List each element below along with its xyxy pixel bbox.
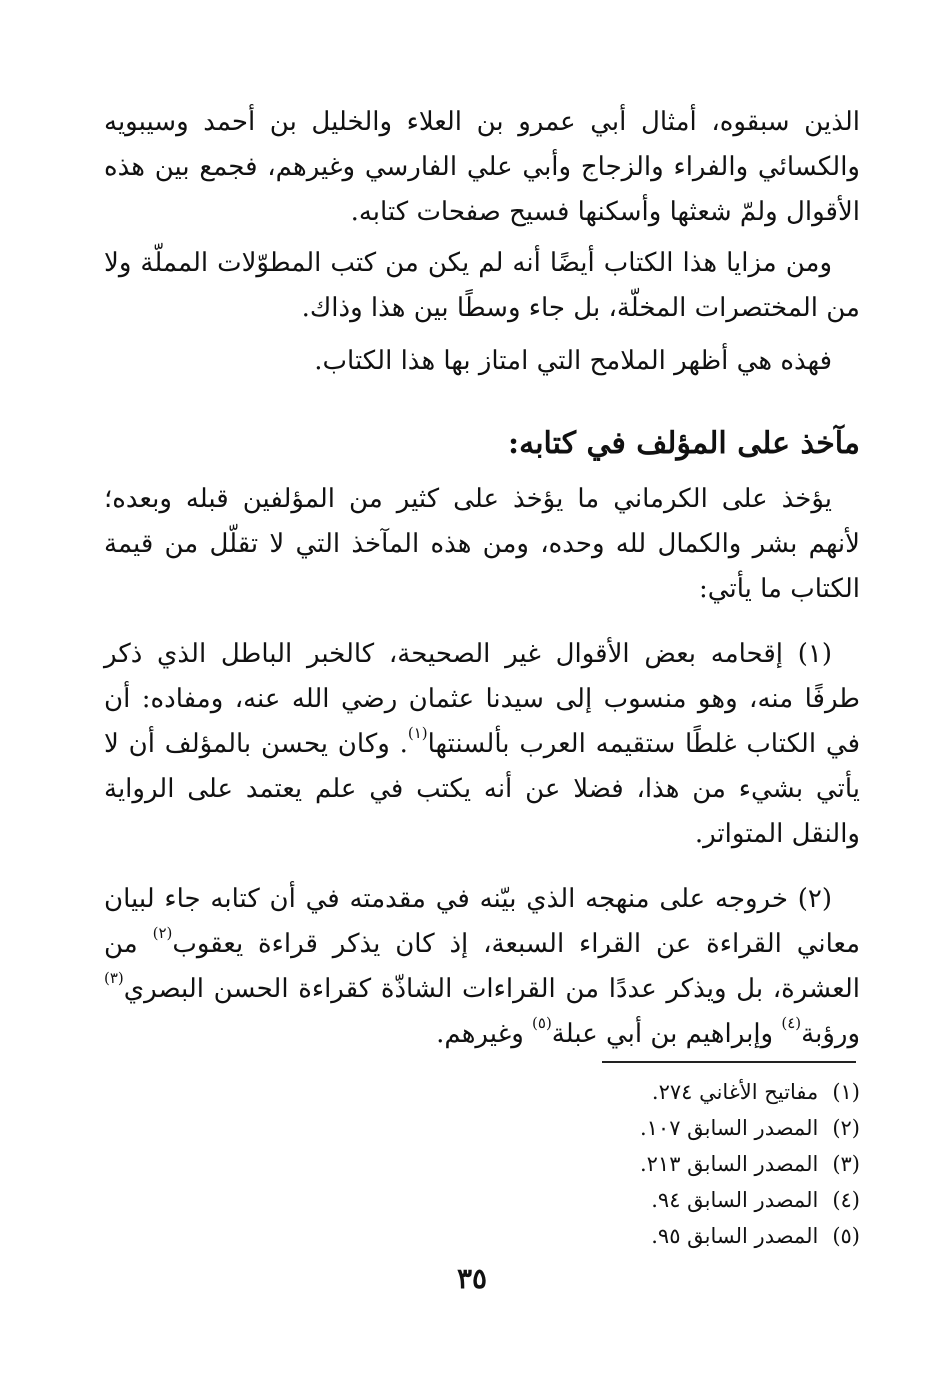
footnote-text: المصدر السابق ٢١٣. xyxy=(639,1152,819,1176)
footnote-text: مفاتيح الأغاني ٢٧٤. xyxy=(651,1080,819,1104)
paragraph-continued: الذين سبقوه، أمثال أبي عمرو بن العلاء والخليل بن أحمد وسيبويه والكسائي والفراء والزجاج وأبي علي الفارسي وغيرهم، فجمع بين هذه الأقوال ولمّ شعثها وأسكنها فسيح صفحات كتابه. xyxy=(104,107,860,227)
item-1-text-a: (١) إقحامه بعض الأقوال غير الصحيحة، كالخبر الباطل الذي ذكر طرفًا منه، وهو منسوب إلى سيدنا عثمان رضي الله عنه، ومفاده: أن في الكتاب غلطًا ستقيمه العرب بألسنتها xyxy=(104,639,860,759)
critique-section xyxy=(104,477,860,1057)
footnote-ref-4: (٤) xyxy=(781,1014,802,1033)
footnote-text: المصدر السابق ٩٤. xyxy=(651,1188,819,1212)
footnote-text: المصدر السابق ٩٥. xyxy=(651,1224,819,1248)
footnote-number: (٣) xyxy=(832,1152,860,1176)
footnote-item xyxy=(420,1182,860,1218)
item-1-text-b: . وكان يحسن بالمؤلف أن لا يأتي بشيء من هذا، فضلا عن أنه يكتب في علم يعتمد على الرواية والنقل المتواتر. xyxy=(104,729,860,849)
section-heading: مآخذ على المؤلف في كتابه: xyxy=(508,426,860,461)
page-number: ٣٥ xyxy=(456,1262,488,1295)
critique-intro: يؤخذ على الكرماني ما يؤخذ على كثير من المؤلفين قبله وبعده؛ لأنهم بشر والكمال لله وحده، ومن هذه المآخذ التي لا تقلّل من قيمة الكتاب ما يأتي: xyxy=(104,484,860,604)
footnote-item xyxy=(420,1146,860,1182)
item-2-text-b: من العشرة، بل ويذكر عددًا من القراءات الشاذّة كقراءة الحسن البصري xyxy=(104,929,860,1004)
item-2-text-a: (٢) خروجه على منهجه الذي بيّنه في مقدمته في أن كتابه جاء لبيان معاني القراءة عن القراء السبعة، إذ كان يذكر قراءة يعقوب xyxy=(104,884,861,959)
paragraph-conclusion: فهذه هي أظهر الملامح التي امتاز بها هذا الكتاب. xyxy=(314,346,832,376)
footnote-ref-3: (٣) xyxy=(104,969,124,988)
footnote-number: (٢) xyxy=(832,1116,860,1140)
footnotes xyxy=(420,1074,860,1254)
item-2-text-d: وإبراهيم بن أبي عبلة xyxy=(551,1019,782,1049)
footnote-number: (٥) xyxy=(832,1224,860,1248)
footnote-text: المصدر السابق ١٠٧. xyxy=(639,1116,819,1140)
paragraph-advantages: ومن مزايا هذا الكتاب أيضًا أنه لم يكن من كتب المطوّلات المملّة ولا من المختصرات المخلّة، بل جاء وسطًا بين هذا وذاك. xyxy=(104,248,860,323)
footnote-ref-5: (٥) xyxy=(532,1014,552,1033)
footnote-item xyxy=(420,1218,860,1254)
critique-item-1 xyxy=(104,632,860,857)
opening-paragraphs xyxy=(104,100,860,384)
footnote-item xyxy=(420,1074,860,1110)
item-2-text-e: وغيرهم. xyxy=(436,1019,533,1049)
critique-item-2 xyxy=(104,877,860,1057)
footnote-divider xyxy=(602,1061,856,1063)
footnote-ref-1: (١) xyxy=(407,724,428,743)
item-2-text-c: ورؤبة xyxy=(801,1019,860,1049)
footnote-ref-2: (٢) xyxy=(152,924,173,943)
footnote-item xyxy=(420,1110,860,1146)
footnote-number: (١) xyxy=(832,1080,860,1104)
footnote-number: (٤) xyxy=(832,1188,860,1212)
